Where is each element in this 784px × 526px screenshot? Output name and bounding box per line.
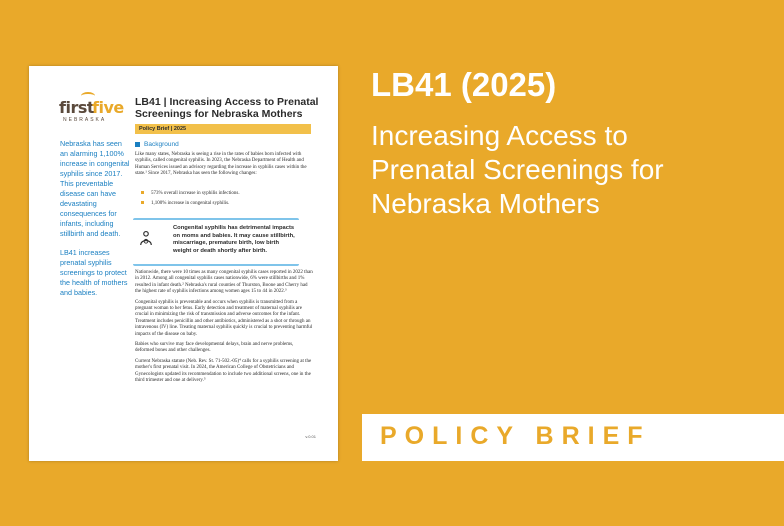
document-body [135,270,313,389]
logo-text-primary: first [59,98,95,117]
policy-brief-banner [362,414,784,461]
policy-brief-label: POLICY BRIEF [380,422,651,450]
page-title: LB41 (2025) [371,66,557,103]
list-item: 573% overall increase in syphilis infections. [141,189,311,199]
first-five-nebraska-logo [59,92,127,128]
callout-text: Congenital syphilis has detrimental impacts on moms and babies. It may cause stillbirth, miscarriage, premature birth, low birth weight or death shortly after birth. [173,225,295,254]
section-heading-text: Background [144,141,179,148]
document-sidebar [60,139,130,307]
sidebar-callout-summary: LB41 increases prenatal syphilis screenings to protect the health of mothers and babies. [60,248,128,297]
body-paragraph: Congenital syphilis is preventable and occurs when syphilis is transmitted from a pregnant woman to her fetus. Early detection and treatment of maternal syphilis are crucial in minimizing the risk of transmission and adverse outcomes for the infant. Treatment includes penicillin and other antibiotics, administered as a shot or through an intravenous (IV) line. Treating maternal syphilis quickly is crucial to preventing harmful impacts of the disease on baby. [135,299,313,337]
callout-box [133,218,299,266]
body-paragraph: Current Nebraska statute (Neb. Rev. St. 71-502.-05)⁴ calls for a syphilis screening at the mother's first prenatal visit. In 2024, the American College of Obstetricians and Gynecologists updated its recommendation to include two additional screens, one in the third trimester and one at delivery.⁵ [135,358,312,384]
bullet-icon [141,201,144,204]
brief-label-band: Policy Brief | 2025 [135,124,311,134]
policy-brief-document-preview [29,66,338,461]
sidebar-callout-stat: Nebraska has seen an alarming 1,100% increase in congenital syphilis since 2017. This preventable disease can have devastating consequences for infants, including stillbirth and death. [60,139,130,238]
stat-bullet-list [141,189,311,209]
section-heading [135,141,179,148]
intro-paragraph: Like many states, Nebraska is seeing a rise in the rates of babies born infected with syphilis, called congenital syphilis. In 2023, the Nebraska Department of Health and Human Services issued an advisory regarding the increase in syphilis cases within the state.¹ Since 2017, Nebraska has seen the following changes: [135,152,307,177]
mother-baby-icon [137,230,155,248]
logo-text-accent: five [92,98,124,117]
page-subtitle: Increasing Access to Prenatal Screenings for Nebraska Mothers [371,120,664,219]
square-bullet-icon [135,142,140,147]
body-paragraph: Babies who survive may face developmental delays, brain and nerve problems, deformed bones and other challenges. [135,342,294,354]
logo-subtitle: NEBRASKA [63,117,107,123]
document-title: LB41 | Increasing Access to Prenatal Screenings for Nebraska Mothers [135,96,319,120]
body-paragraph: Nationwide, there were 10 times as many congenital syphilis cases reported in 2022 than in 2012. Among all congenital syphilis cases nationwide, 6% were stillbirths and 1% resulted in infant death.² Nebraska's rural counties of Thurston, Boone and Cherry had the highest rate of syphilis infections among women ages 15 to 44 in 2022.³ [135,270,313,295]
list-item: 1,100% increase in congenital syphilis. [141,199,311,209]
bullet-icon [141,191,144,194]
page-number: v.0.01 [305,434,316,439]
